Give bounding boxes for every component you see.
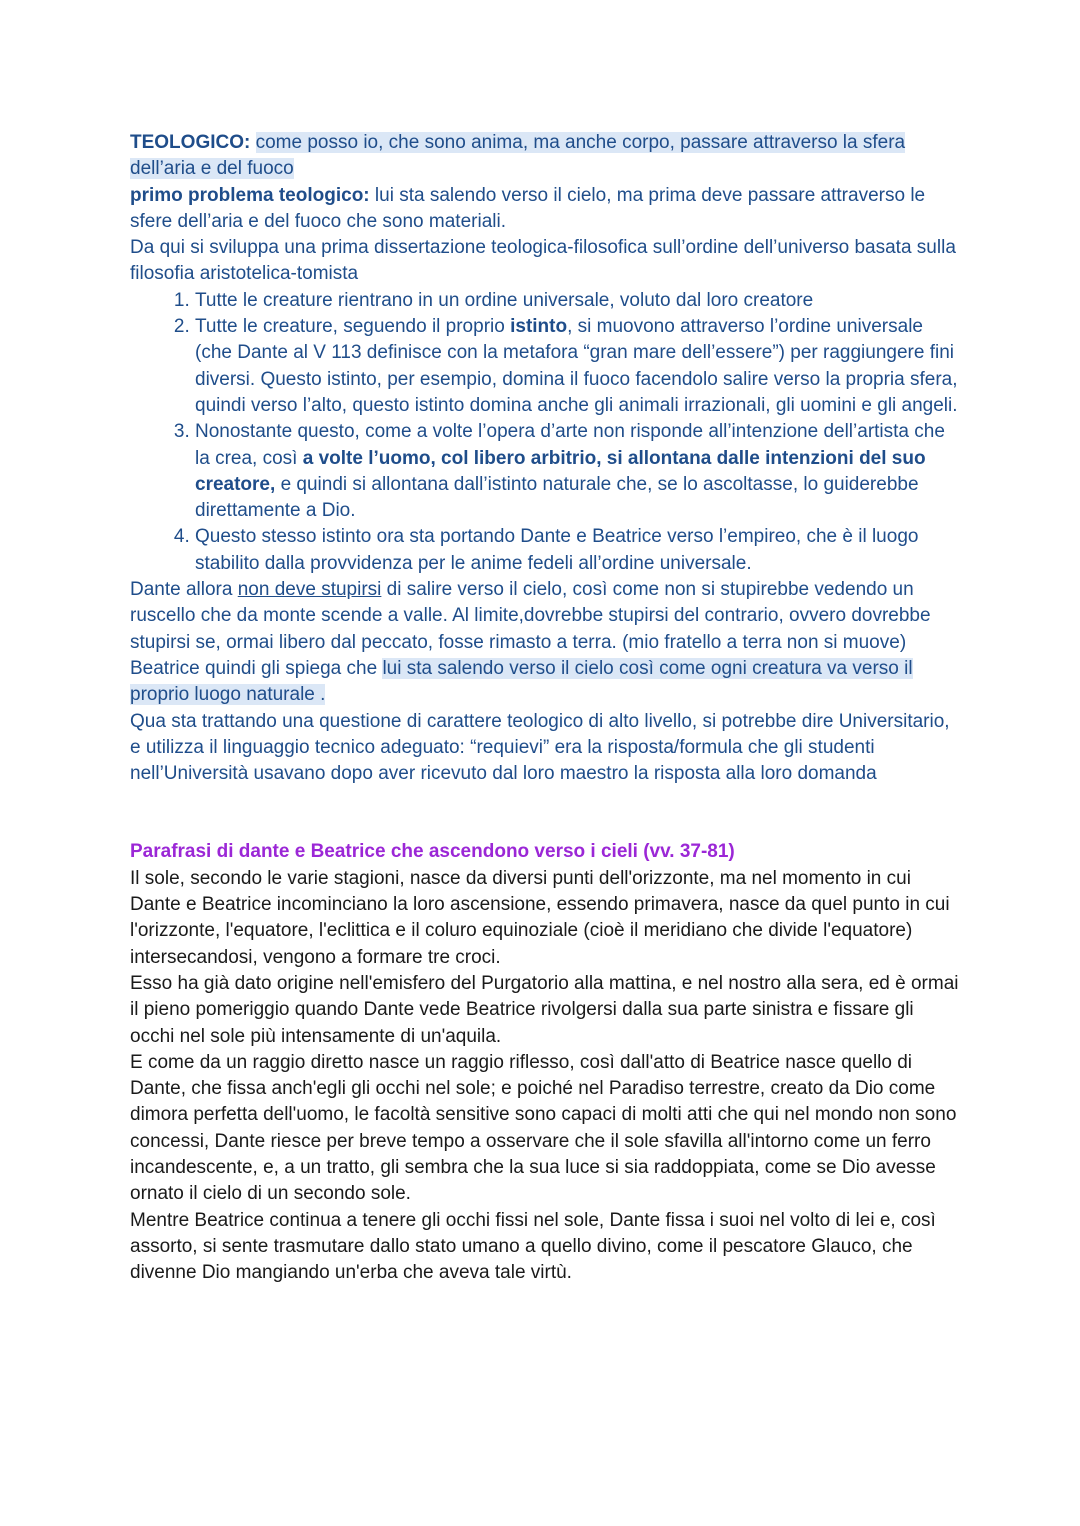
beatrice-paragraph [130, 656, 960, 709]
dante-text-b: di salire verso il cielo, così come non si stupirebbe vedendo un ruscello che da monte scende a valle. Al limite,dovrebbe stupirsi del contrario, ovvero dovrebbe stupirsi se, ormai libero dal peccato, fosse rimasto a terra. (mio fratello a terra non si muove) [130, 579, 931, 653]
list-item-3-text-a: Nonostante questo, come a volte l’opera d’arte non risponde all’intenzione dell’artista che la crea, così [195, 421, 945, 469]
teologico-paragraph [130, 130, 960, 183]
parafrasi-paragraph-1: Il sole, secondo le varie stagioni, nasce da diversi punti dell'orizzonte, ma nel momento in cui Dante e Beatrice incominciano la loro ascensione, essendo primavera, nasce da quel punto in cui l'orizzonte, l'equatore, l'eclittica e il coluro equinoziale (cioè il meridiano che divide l'equatore) intersecandosi, vengono a formare tre croci. [130, 867, 950, 968]
list-item-3-text-b: e quindi si allontana dall’istinto naturale che, se lo ascoltasse, lo guiderebbe direttamente a Dio. [195, 473, 919, 522]
intro-paragraph: Da qui si sviluppa una prima dissertazione teologica-filosofica sull’ordine dell’universo basata sulla filosofia aristotelica-tomista [130, 237, 956, 285]
list-item [195, 524, 960, 577]
libero-arbitrio-bold: a volte l’uomo, col libero arbitrio, si allontana dalle intenzioni del suo creatore, [195, 447, 926, 495]
beatrice-text-a: Beatrice quindi gli spiega che [130, 657, 378, 679]
istinto-bold: istinto [510, 316, 568, 338]
parafrasi-paragraph-3: E come da un raggio diretto nasce un raggio riflesso, così dall'atto di Beatrice nasce quello di Dante, che fissa anch'egli gli occhi nel sole; e poiché nel Paradiso terrestre, creato da Dio come dimora perfetta dell'uomo, le facoltà sensitive sono capaci di molti atti che qui nel mondo non sono concessi, Dante riesce per breve tempo a osservare che il sole sfavilla all'intorno come un ferro incandescente, e, a un tratto, gli sembra che la sua luce si sia raddoppiata, come se Dio avesse ornato il cielo di un secondo sole. [130, 1051, 957, 1205]
primo-problema-label: primo problema teologico: [130, 184, 370, 206]
beatrice-highlight: lui sta salendo verso il cielo così come ogni creatura va verso il proprio luogo naturale . [130, 657, 913, 706]
list-item [195, 288, 960, 314]
non-deve-stupirsi-underline: non deve stupirsi [237, 579, 382, 601]
list-item-2-text-a: Tutte le creature, seguendo il proprio [195, 316, 505, 338]
dante-text-a: Dante allora [130, 579, 233, 601]
parafrasi-heading: Parafrasi di dante e Beatrice che ascendono verso i cieli (vv. 37-81) [130, 841, 735, 863]
parafrasi-paragraph-4: Mentre Beatrice continua a tenere gli occhi fissi nel sole, Dante fissa i suoi nel volto di lei e, così assorto, si sente trasmutare dallo stato umano a quello divino, come il pescatore Glauco, che divenne Dio mangiando un'erba che aveva tale virtù. [130, 1209, 936, 1284]
parafrasi-paragraph-2: Esso ha già dato origine nell'emisfero del Purgatorio alla mattina, e nel nostro alla sera, ed è ormai il pieno pomeriggio quando Dante vede Beatrice rivolgersi dalla sua parte sinistra e fissare gli occhi nel sole più intensamente di un'aquila. [130, 972, 959, 1047]
section-spacer [130, 787, 960, 839]
list-item-4-text: Questo stesso istinto ora sta portando Dante e Beatrice verso l’empireo, che è il luogo stabilito dalla provvidenza per le anime fedeli all’ordine universale. [195, 526, 919, 574]
list-item-1-text: Tutte le creature rientrano in un ordine universale, voluto dal loro creatore [195, 289, 814, 311]
dante-paragraph [130, 577, 960, 656]
teologico-highlight: come posso io, che sono anima, ma anche corpo, passare attraverso la sfera dell’aria e del fuoco [130, 132, 906, 180]
numbered-list [130, 288, 960, 577]
document-body [130, 130, 960, 1286]
list-item-2-text-b: , si muovono attraverso l’ordine universale (che Dante al V 113 definisce con la metafora “gran mare dell’essere”) per raggiungere fini diversi. Questo istinto, per esempio, domina il fuoco facendolo salire verso la propria sfera, quindi verso l’alto, questo istinto domina anche gli animali irrazionali, gli uomini e gli angeli. [195, 316, 958, 416]
teologico-label: TEOLOGICO: [130, 132, 251, 153]
list-item [195, 419, 960, 524]
qua-paragraph: Qua sta trattando una questione di carattere teologico di alto livello, si potrebbe dire Universitario, e utilizza il linguaggio tecnico adeguato: “requievi” era la risposta/formula che gli studenti nell’Università usavano dopo aver ricevuto dal loro maestro la risposta alla loro domanda [130, 710, 950, 785]
primo-problema-text: lui sta salendo verso il cielo, ma prima deve passare attraverso le sfere dell’aria e del fuoco che sono materiali. [130, 184, 926, 232]
list-item [195, 314, 960, 419]
primo-problema-paragraph [130, 183, 960, 236]
